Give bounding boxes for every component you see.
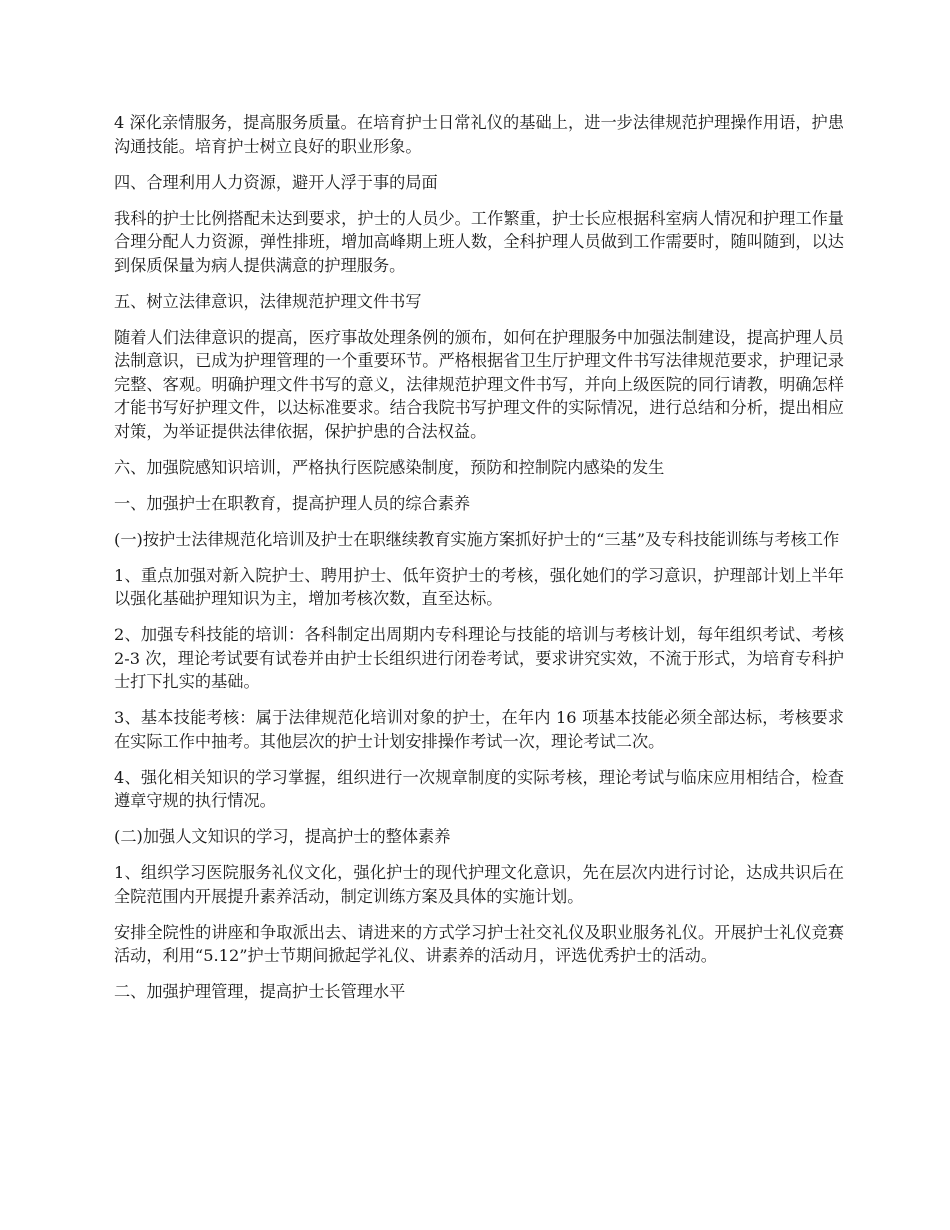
paragraph-legal-documentation: 随着人们法律意识的提高，医疗事故处理条例的颁布，如何在护理服务中加强法制建设，提高护理人员法制意识，已成为护理管理的一个重要环节。严格根据省卫生厅护理文件书写法律规范要求，护理记录完整、客观。明确护理文件书写的意义，法律规范护理文件书写，并向上级医院的同行请教，明确怎样才能书写好护理文件，以达标准要求。结合我院书写护理文件的实际情况，进行总结和分析，提出相应对策，为举证提供法律依据，保护护患的合法权益。 (114, 327, 844, 441)
paragraph-item-2-specialty-training: 2、加强专科技能的培训：各科制定出周期内专科理论与技能的培训与考核计划，每年组织考试、考核 2-3 次，理论考试要有试卷并由护士长组织进行闭卷考试，要求讲究实效，不流于形式，为培育专科护士打下扎实的基础。 (114, 625, 844, 691)
heading-standardized-training: (一)按护士法律规范化培训及护士在职继续教育实施方案抓好护士的“三基”及专科技能训练与考核工作 (114, 529, 840, 549)
paragraph-service-quality: 4 深化亲情服务，提高服务质量。在培育护士日常礼仪的基础上，进一步法律规范护理操作用语，护患沟通技能。培育护士树立良好的职业形象。 (114, 113, 844, 156)
paragraph-item-3-basic-skills: 3、基本技能考核：属于法律规范化培训对象的护士，在年内 16 项基本技能必须全部达标，考核要求在实际工作中抽考。其他层次的护士计划安排操作考试一次，理论考试二次。 (114, 708, 844, 751)
paragraph-etiquette-activities: 安排全院性的讲座和争取派出去、请进来的方式学习护士社交礼仪及职业服务礼仪。开展护士礼仪竞赛活动，利用“5.12”护士节期间掀起学礼仪、讲素养的活动月，评选优秀护士的活动。 (114, 922, 844, 965)
paragraph-item-4-regulations: 4、强化相关知识的学习掌握，组织进行一次规章制度的实际考核，理论考试与临床应用相结合，检查遵章守规的执行情况。 (114, 767, 844, 810)
paragraph-staffing: 我科的护士比例搭配未达到要求，护士的人员少。工作繁重，护士长应根据科室病人情况和护理工作量合理分配人力资源，弹性排班，增加高峰期上班人数，全科护理人员做到工作需要时，随叫随到，以达到保质保量为病人提供满意的护理服务。 (114, 208, 844, 275)
heading-human-resources: 四、合理利用人力资源，避开人浮于事的局面 (114, 172, 438, 192)
heading-in-service-education: 一、加强护士在职教育，提高护理人员的综合素养 (114, 493, 471, 513)
heading-humanities: (二)加强人文知识的学习，提高护士的整体素养 (114, 827, 451, 846)
heading-nursing-management: 二、加强护理管理，提高护士长管理水平 (114, 982, 406, 1001)
document-body (114, 111, 844, 1016)
paragraph-item-1-assessment: 1、重点加强对新入院护士、聘用护士、低年资护士的考核，强化她们的学习意识，护理部计划上半年以强化基础护理知识为主，增加考核次数，直至达标。 (114, 565, 844, 608)
heading-legal-awareness: 五、树立法律意识，法律规范护理文件书写 (114, 291, 422, 311)
paragraph-etiquette-culture: 1、组织学习医院服务礼仪文化，强化护士的现代护理文化意识，先在层次内进行讨论，达成共识后在全院范围内开展提升素养活动，制定训练方案及具体的实施计划。 (114, 863, 844, 906)
heading-infection-control: 六、加强院感知识培训，严格执行医院感染制度，预防和控制院内感染的发生 (114, 457, 665, 477)
